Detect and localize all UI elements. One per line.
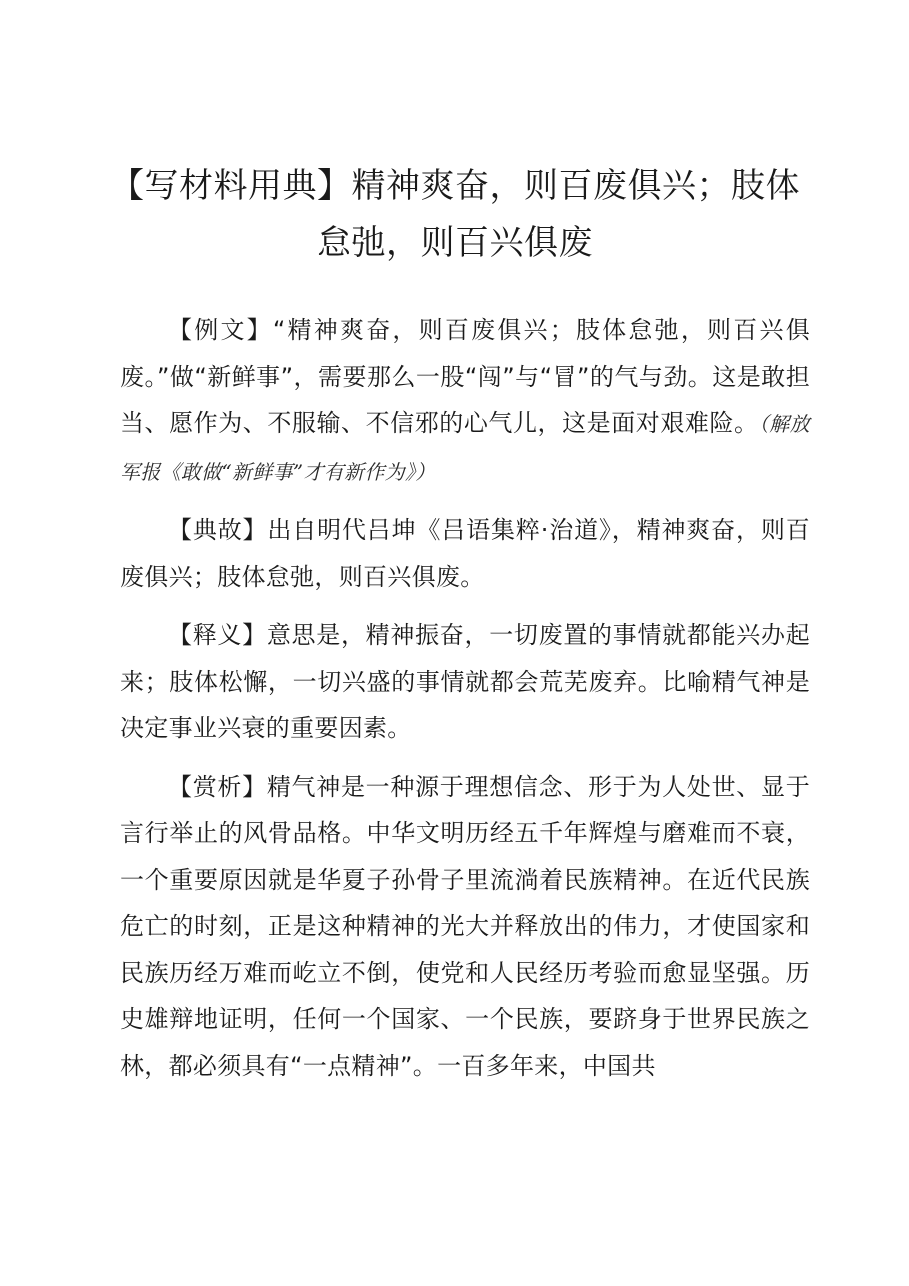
- paragraph-label: 【典故】: [168, 516, 268, 544]
- paragraph-label: 【赏析】: [168, 772, 267, 801]
- paragraph-label: 【释义】: [168, 621, 267, 649]
- paragraph-text: 意思是，精神振奋，一切废置的事情就都能兴办起来；肢体松懈，一切兴盛的事情就都会荒芜废弃。比喻精气神是决定事业兴衰的重要因素。: [120, 621, 810, 742]
- paragraph-label: 【例文】: [168, 316, 273, 344]
- paragraph-meaning: [120, 612, 810, 752]
- paragraph-text: 出自明代吕坤《吕语集粹·治道》，精神爽奋，则百废俱兴；肢体怠弛，则百兴俱废。: [120, 516, 811, 591]
- paragraph-appreciation: [120, 764, 810, 1090]
- document-body: [120, 307, 810, 1101]
- document-title: 【写材料用典】精神爽奋，则百废俱兴；肢体怠弛，则百兴俱废: [110, 166, 800, 263]
- paragraph-text: 精气神是一种源于理想信念、形于为人处世、显于言行举止的风骨品格。中华文明历经五千年辉煌与磨难而不衰，一个重要原因就是华夏子孙骨子里流淌着民族精神。在近代民族危亡的时刻，正是这种精神的光大并释放出的伟力，才使国家和民族历经万难而屹立不倒，使党和人民经历考验而愈显坚强。历史雄辩地证明，任何一个国家、一个民族，要跻身于世界民族之林，都必须具有“一点精神”。一百多年来，中国共: [120, 772, 810, 1080]
- paragraph-allusion: [120, 507, 810, 600]
- paragraph-example: [120, 307, 810, 495]
- source-citation: （解放军报《敢做“新鲜事”才有新作为》）: [120, 412, 810, 484]
- paragraph-text: “精神爽奋，则百废俱兴；肢体怠弛，则百兴俱废。”做“新鲜事”，需要那么一股“闯”与“冒”的气与劲。这是敢担当、愿作为、不服输、不信邪的心气儿，这是面对艰难险。: [120, 316, 811, 437]
